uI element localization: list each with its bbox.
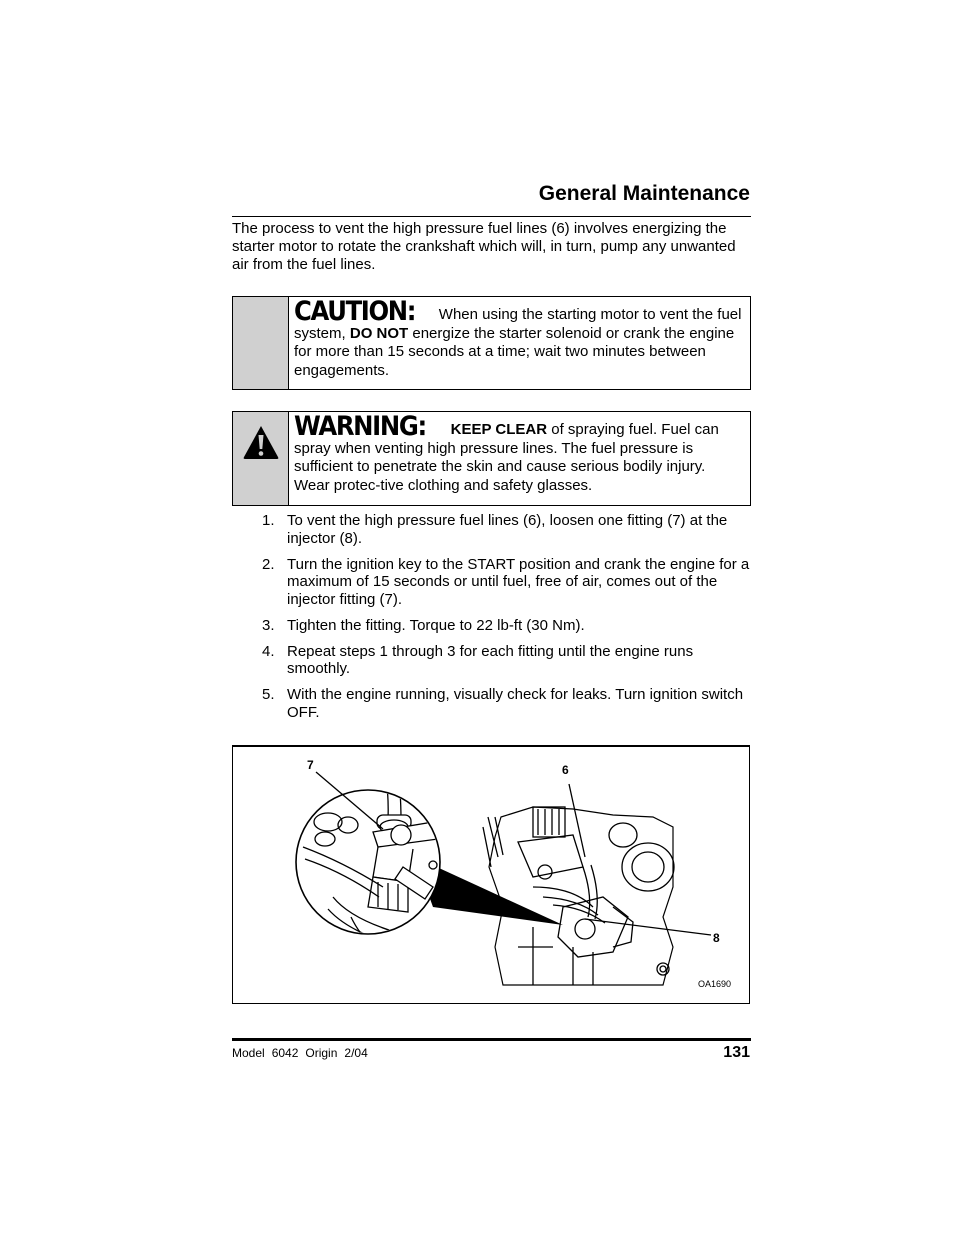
caution-text-after: energize the starter solenoid or crank the engine for more than 15 seconds at a time; wait two minutes between engagements. bbox=[294, 324, 735, 379]
step-text: Tighten the fitting. Torque to 22 lb-ft (30 Nm). bbox=[287, 616, 585, 634]
warning-label: WARNING: bbox=[294, 411, 426, 442]
step-text: With the engine running, visually check for leaks. Turn ignition switch OFF. bbox=[287, 686, 744, 721]
callout-label-8: 8 bbox=[713, 931, 720, 945]
step-number: 3. bbox=[262, 616, 275, 634]
caution-emphasis: DO NOT bbox=[349, 324, 409, 342]
caution-label: CAUTION: bbox=[294, 296, 416, 327]
title-divider bbox=[232, 216, 751, 217]
caution-text-before: When using the starting motor to vent the fuel system, bbox=[294, 306, 742, 342]
caution-body bbox=[289, 297, 750, 389]
warning-body bbox=[289, 412, 750, 505]
page-number: 131 bbox=[723, 1044, 750, 1061]
engine-illustration bbox=[232, 745, 750, 1004]
warning-box bbox=[232, 411, 751, 506]
step-number: 4. bbox=[262, 642, 275, 660]
page-title: General Maintenance bbox=[538, 182, 750, 205]
list-item bbox=[262, 512, 752, 547]
caution-box bbox=[232, 296, 751, 390]
origin-label: Origin bbox=[305, 1046, 338, 1060]
model-label: Model bbox=[232, 1046, 265, 1060]
warning-emphasis: KEEP CLEAR bbox=[450, 421, 548, 438]
caution-side-panel bbox=[233, 297, 289, 389]
footer-model-info bbox=[232, 1046, 375, 1060]
step-text: To vent the high pressure fuel lines (6), loosen one fitting (7) at the injector (8). bbox=[287, 512, 728, 547]
step-number: 2. bbox=[262, 555, 275, 573]
origin-date: 2/04 bbox=[344, 1046, 368, 1060]
callout-label-6: 6 bbox=[562, 763, 569, 777]
step-number: 5. bbox=[262, 686, 275, 703]
procedure-steps bbox=[262, 512, 752, 730]
model-number: 6042 bbox=[271, 1046, 299, 1060]
footer-divider bbox=[232, 1038, 751, 1041]
warning-triangle-icon bbox=[242, 424, 280, 460]
intro-paragraph: The process to vent the high pressure fuel lines (6) involves energizing the starter motor to rotate the crankshaft which will, in turn, pump any unwanted air from the fuel lines. bbox=[232, 220, 736, 273]
step-text: Repeat steps 1 through 3 for each fitting until the engine runs smoothly. bbox=[287, 642, 694, 677]
step-text: Turn the ignition key to the START position and crank the engine for a maximum of 15 seconds or until fuel, free of air, comes out of the injector fitting (7). bbox=[287, 555, 750, 608]
step-number: 1. bbox=[262, 512, 275, 529]
list-item bbox=[262, 556, 752, 609]
figure-code: OA1690 bbox=[698, 979, 732, 989]
fuel-injector-drawing bbox=[233, 747, 749, 1003]
list-item bbox=[262, 686, 752, 721]
warning-text: of spraying fuel. Fuel can spray when venting high pressure lines. The fuel pressure is sufficient to penetrate the skin and cause serious bodily injury. Wear protec-tive clothing and safety glasses. bbox=[294, 421, 719, 494]
warning-side-panel bbox=[233, 412, 289, 505]
callout-label-7: 7 bbox=[307, 758, 314, 772]
list-item bbox=[262, 643, 752, 678]
list-item bbox=[262, 617, 752, 635]
